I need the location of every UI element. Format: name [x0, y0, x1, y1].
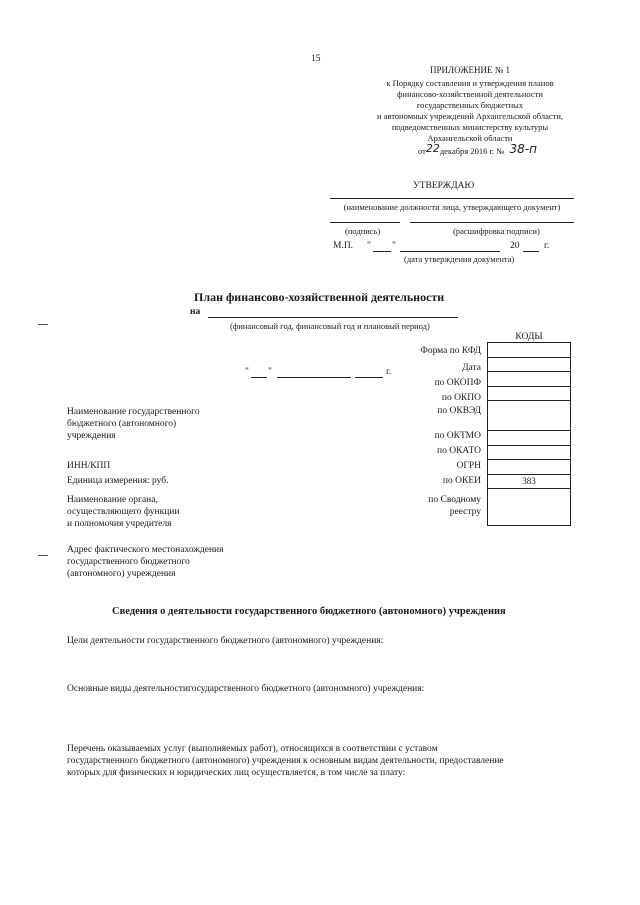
- year-suffix: г.: [544, 241, 550, 251]
- code-cell-ogrn: [488, 460, 571, 475]
- plan-year-line: [208, 317, 458, 318]
- handwritten-day: 22: [425, 142, 440, 155]
- activities-label: Основные виды деятельностигосударственного бюджетного (автономного) учреждения:: [67, 684, 425, 694]
- authority-label: осуществляющего функции: [67, 507, 180, 517]
- code-label: по ОКВЭД: [437, 406, 481, 416]
- code-cell-kfd: [488, 343, 571, 358]
- code-label: по ОКАТО: [437, 446, 481, 456]
- appendix-line: государственных бюджетных: [416, 100, 524, 110]
- plan-on-label: на: [190, 307, 201, 317]
- approval-title: УТВЕРЖДАЮ: [413, 181, 475, 191]
- date-day-line: [251, 377, 267, 378]
- institution-name-label: Наименование государственного: [67, 407, 200, 417]
- handwritten-number: 38-п: [509, 142, 537, 156]
- code-cell-oktmo: [488, 431, 571, 446]
- codes-table: [487, 342, 571, 526]
- signature-caption: (подпись): [345, 226, 381, 236]
- address-label: (автономного) учреждения: [67, 569, 176, 579]
- code-cell-okpo: [488, 386, 571, 401]
- code-label: по ОКТМО: [434, 431, 481, 441]
- code-label: реестру: [449, 507, 481, 517]
- institution-name-label: учреждения: [67, 431, 116, 441]
- codes-header: КОДЫ: [515, 332, 543, 342]
- services-line: государственного бюджетного (автономного) учреждения к основным видам деятельности, предоставление: [67, 756, 504, 766]
- appendix-line: к Порядку составления и утверждения планов: [386, 78, 554, 88]
- appendix-line: подведомственных министерству культуры: [391, 122, 549, 132]
- code-cell-registry: [488, 489, 571, 526]
- inn-label: ИНН/КПП: [67, 461, 111, 471]
- month-line: [400, 251, 500, 252]
- position-caption: (наименование должности лица, утверждающего документ): [343, 202, 561, 212]
- appendix-title: ПРИЛОЖЕНИЕ № 1: [430, 65, 511, 75]
- year-line: [523, 251, 539, 252]
- plan-year-caption: (финансовый год, финансовый год и плановый период): [230, 321, 430, 331]
- date-month-line: [277, 377, 351, 378]
- decoding-line: [410, 222, 574, 223]
- code-cell-okato: [488, 445, 571, 460]
- code-label: ОГРН: [456, 461, 481, 471]
- code-cell-okopf: [488, 372, 571, 387]
- address-label: Адрес фактического местонахождения: [67, 545, 224, 555]
- margin-mark: [38, 324, 48, 325]
- margin-mark: [38, 555, 48, 556]
- unit-label: Единица измерения: руб.: [67, 476, 169, 486]
- appendix-line: и автономных учреждений Архангельской области,: [376, 111, 564, 121]
- year-prefix: 20: [510, 241, 520, 251]
- plan-title: План финансово-хозяйственной деятельности: [194, 290, 445, 304]
- info-title: Сведения о деятельности государственного бюджетного (автономного) учреждения: [112, 606, 506, 617]
- services-line: которых для физических и юридических лиц осуществляется, в том числе за плату:: [67, 768, 406, 778]
- date-caption: (дата утверждения документа): [404, 254, 515, 264]
- authority-label: и полномочия учредителя: [67, 519, 172, 529]
- code-cell-okved: [488, 401, 571, 431]
- decoding-caption: (расшифровка подписи): [453, 226, 540, 236]
- code-label: Дата: [462, 363, 481, 373]
- code-cell-okei: 383: [488, 474, 571, 489]
- appendix-line: Архангельской области: [427, 133, 513, 143]
- appendix-line: финансово-хозяйственной деятельности: [397, 89, 543, 99]
- authority-label: Наименование органа,: [67, 495, 158, 505]
- services-line: Перечень оказываемых услуг (выполняемых работ), относящихся в соответствии с уставом: [67, 744, 438, 754]
- signature-line: [330, 222, 400, 223]
- code-label: по ОКОПФ: [434, 378, 481, 388]
- address-label: государственного бюджетного: [67, 557, 190, 567]
- code-cell-date: [488, 357, 571, 372]
- appendix-date-line: от22декабря 2016 г. № 38-п: [418, 142, 537, 156]
- code-label: по ОКЕИ: [442, 476, 481, 486]
- page-number: 15: [311, 54, 321, 64]
- goals-label: Цели деятельности государственного бюджетного (автономного) учреждения:: [67, 636, 384, 646]
- day-line: [373, 251, 391, 252]
- institution-name-label: бюджетного (автономного): [67, 419, 177, 429]
- stamp-label: М.П.: [333, 241, 354, 251]
- code-label: по ОКПО: [441, 393, 481, 403]
- position-line: [330, 198, 574, 199]
- code-label: Форма по КФД: [420, 346, 481, 356]
- code-label: по Сводному: [428, 495, 481, 505]
